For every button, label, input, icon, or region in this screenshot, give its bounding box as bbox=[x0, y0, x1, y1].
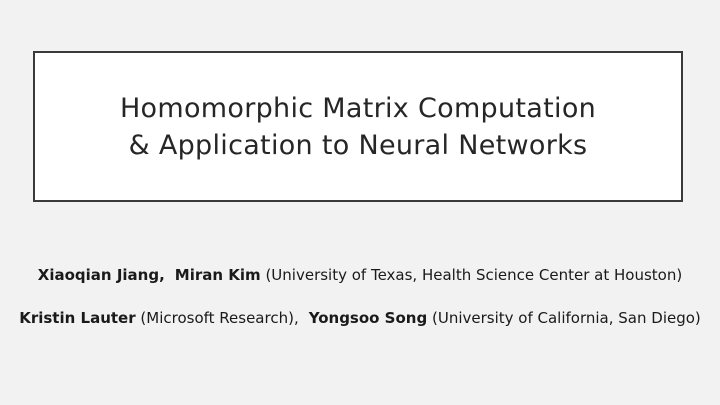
author-row-2 bbox=[0, 309, 720, 327]
author-name-miran-kim: Miran Kim bbox=[174, 266, 261, 284]
author-name-xiaoqian-jiang: Xiaoqian Jiang, bbox=[37, 266, 165, 284]
author-name-kristin-lauter: Kristin Lauter bbox=[19, 309, 136, 327]
author-name-yongsoo-song: Yongsoo Song bbox=[308, 309, 428, 327]
affiliation-ucsd: (University of California, San Diego) bbox=[432, 309, 701, 327]
title-line-1: Homomorphic Matrix Computation bbox=[119, 92, 597, 124]
affiliation-uthealth: (University of Texas, Health Science Center at Houston) bbox=[265, 266, 683, 284]
affiliation-microsoft: (Microsoft Research), bbox=[140, 309, 299, 327]
title-box bbox=[33, 51, 683, 202]
title-line-2: & Application to Neural Networks bbox=[128, 129, 588, 161]
author-row-1 bbox=[0, 266, 720, 284]
